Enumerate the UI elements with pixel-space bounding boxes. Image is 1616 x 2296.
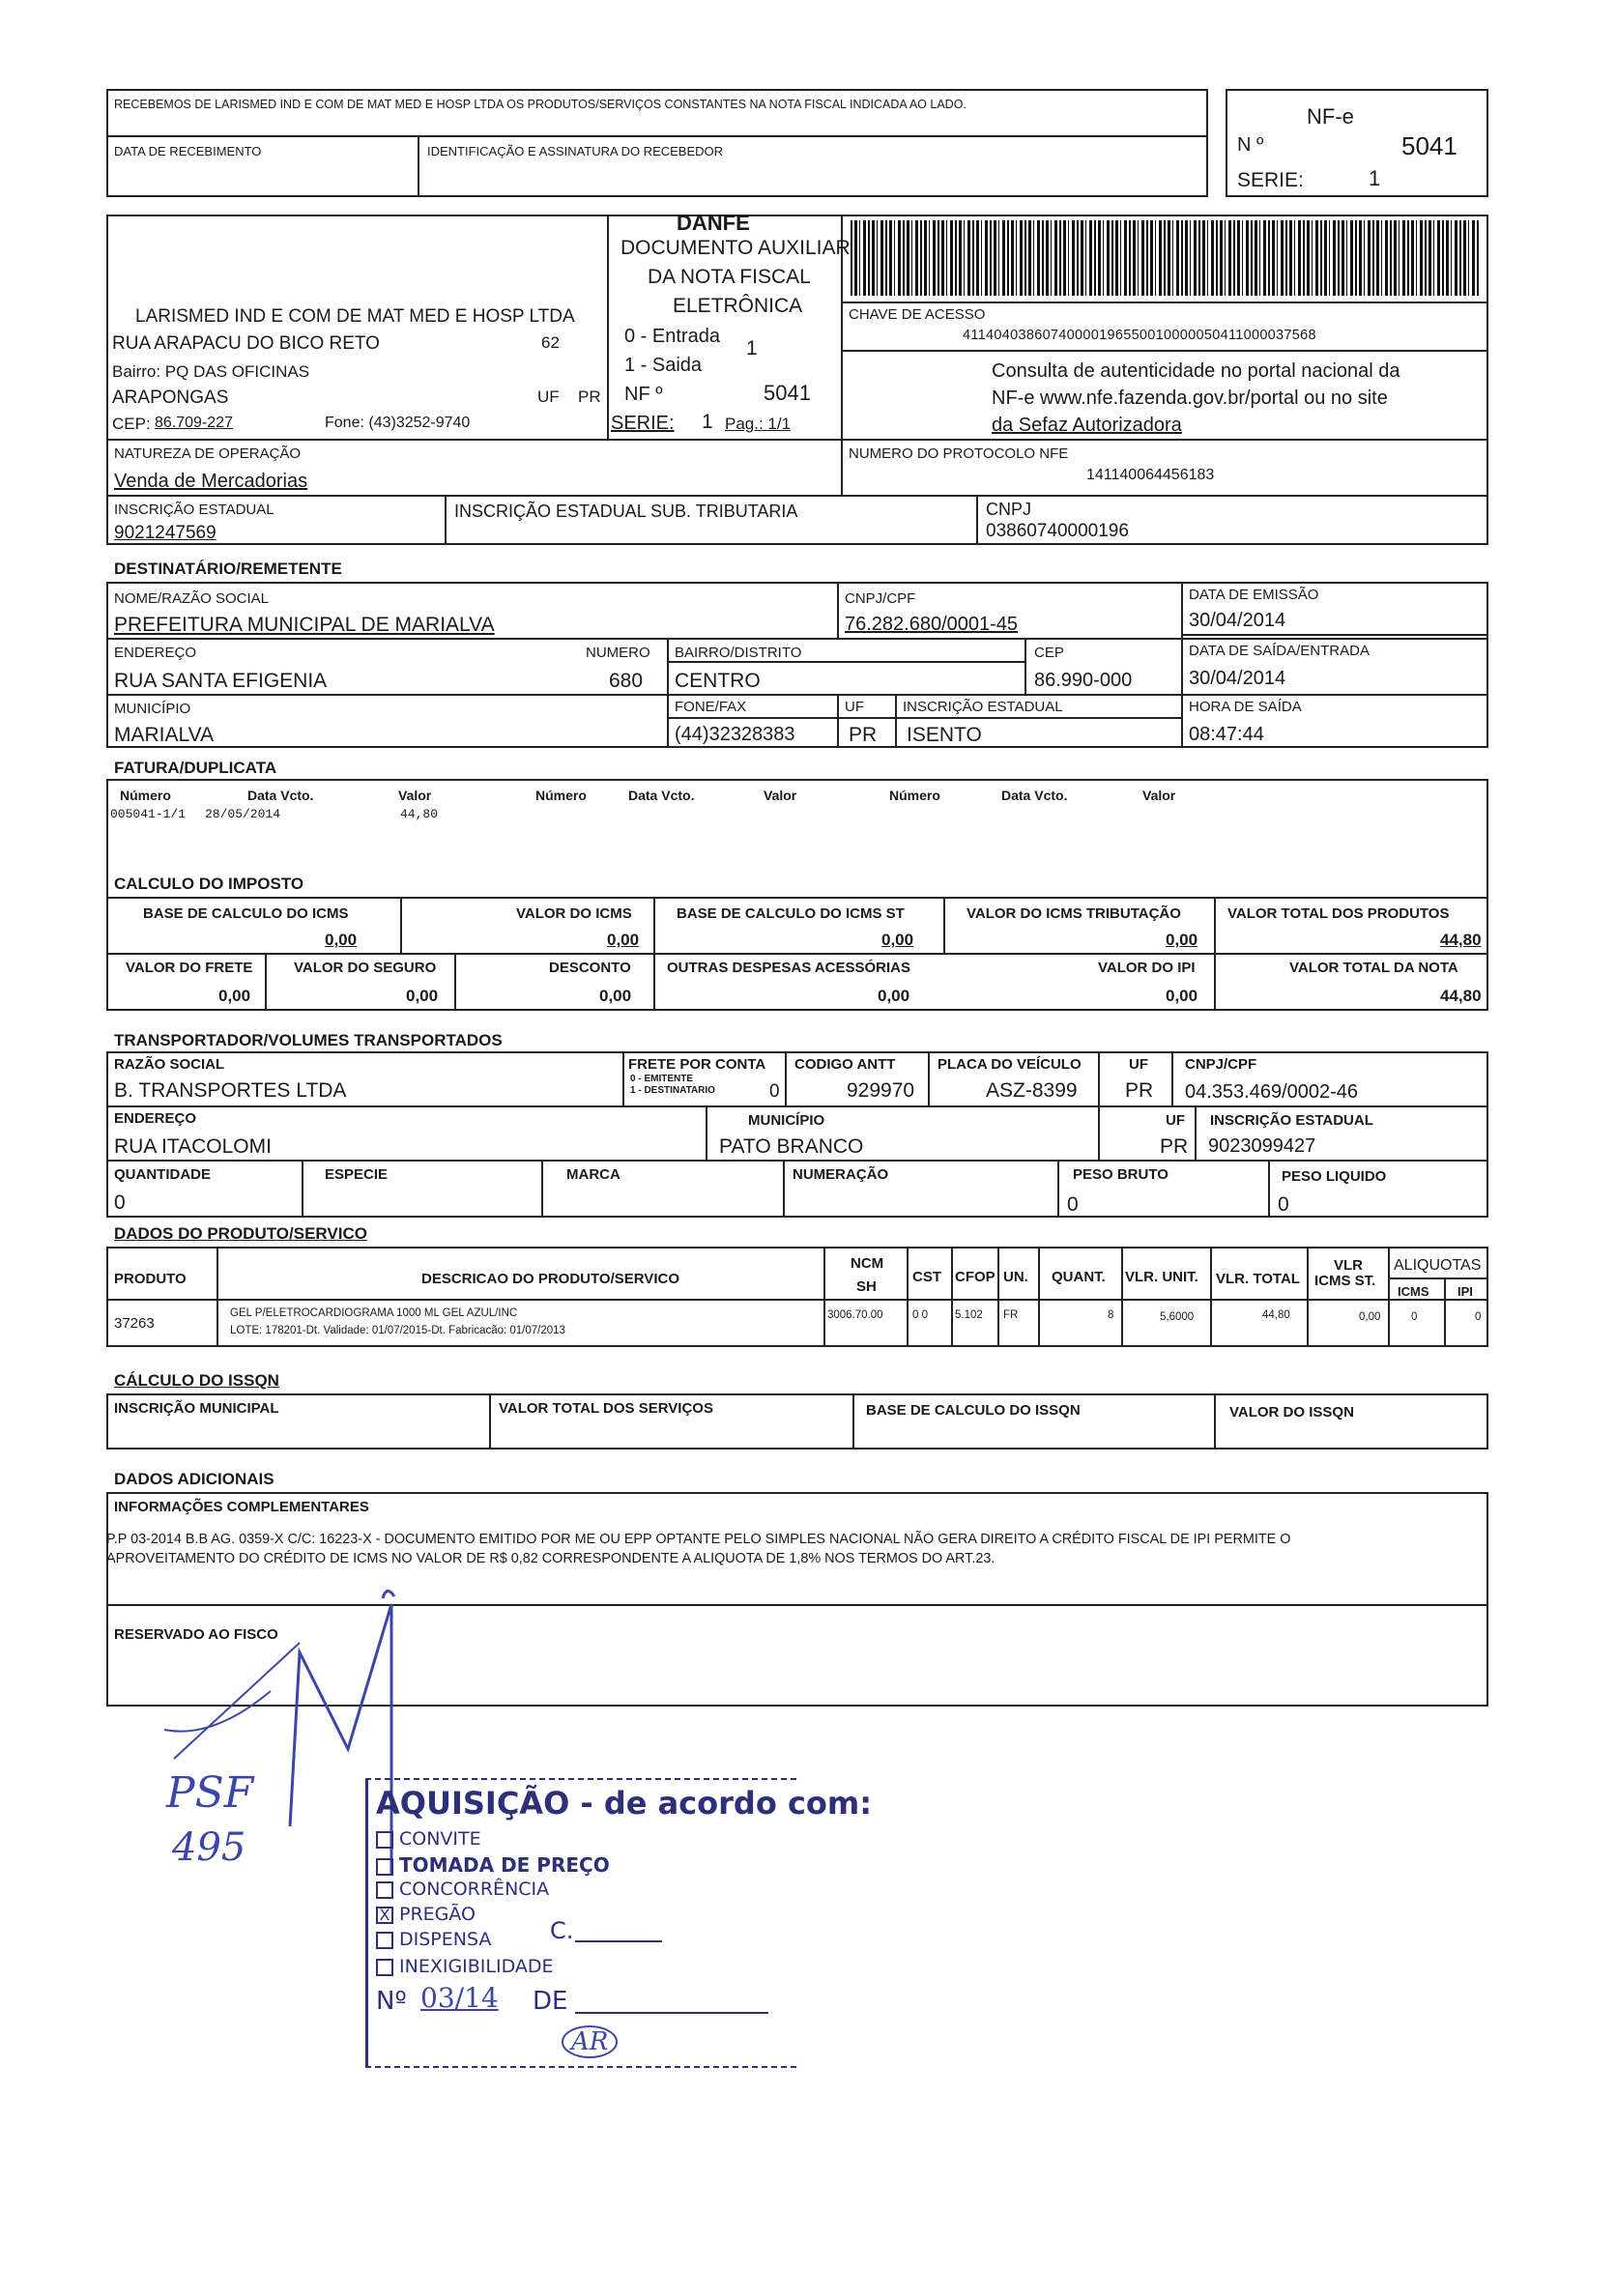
aliq-line (1388, 1277, 1488, 1279)
pv10 (1388, 1247, 1390, 1347)
stamp-no-label: Nº (376, 1987, 407, 2016)
tr-endereco: RUA ITACOLOMI (114, 1135, 272, 1158)
checkbox-icon (376, 1932, 393, 1949)
dest-uf: PR (849, 724, 878, 746)
stamp-rubrica: AR (562, 2025, 618, 2058)
h-ipi: IPI (1457, 1284, 1473, 1299)
pv6 (1038, 1247, 1040, 1347)
tr-municipio: PATO BRANCO (719, 1135, 864, 1158)
tr-marca-label: MARCA (566, 1166, 620, 1183)
adic-info-label: INFORMAÇÕES COMPLEMENTARES (114, 1499, 369, 1515)
danfe-linha3: ELETRÔNICA (673, 295, 803, 317)
natureza-vline (841, 439, 843, 495)
h-aliq: ALIQUOTAS (1394, 1257, 1482, 1274)
canhoto-numero-label: N º (1237, 134, 1264, 156)
fatura-box (106, 779, 1488, 899)
tr-antt-label: CODIGO ANTT (794, 1056, 896, 1073)
fatura-numero: 005041-1/1 (110, 807, 187, 821)
tr-endereco-label: ENDEREÇO (114, 1110, 197, 1127)
danfe-saida: 1 - Saida (624, 355, 703, 376)
dest-bairro-line (667, 661, 1024, 663)
h-ncm: NCM (851, 1255, 884, 1272)
imp-v4 (1214, 897, 1216, 1011)
handwritten-psf: PSF (166, 1768, 254, 1818)
fatura-titulo: FATURA/DUPLICATA (114, 759, 277, 777)
dest-hora-label: HORA DE SAÍDA (1189, 699, 1302, 715)
imp-v2 (653, 897, 655, 1011)
tr-v-mun (706, 1105, 707, 1160)
dest-v-ie (895, 694, 897, 748)
item-desc2: LOTE: 178201-Dt. Validade: 01/07/2015-Dt. Fabricacão: 01/07/2013 (230, 1325, 565, 1336)
ie-label: INSCRIÇÃO ESTADUAL (114, 502, 274, 518)
dest-fone-line (667, 717, 1181, 719)
stamp-opt-convite (376, 1830, 481, 1849)
dest-fone-label: FONE/FAX (675, 699, 747, 715)
fatura-valor-label: Valor (398, 788, 432, 803)
emitente-vline (607, 215, 609, 439)
dest-bairro-label: BAIRRO/DISTRITO (675, 645, 802, 661)
protocolo-label: NUMERO DO PROTOCOLO NFE (849, 445, 1069, 462)
canhoto-vdivider (418, 135, 419, 197)
danfe-nf: 5041 (764, 381, 811, 405)
dest-municipio-label: MUNICÍPIO (114, 701, 191, 717)
emitente-uf-label: UF (537, 387, 560, 406)
cnpj-emit-label: CNPJ (986, 500, 1032, 519)
dest-ie: ISENTO (907, 724, 982, 746)
tr-ie-label: INSCRIÇÃO ESTADUAL (1210, 1112, 1373, 1129)
dest-nome-label: NOME/RAZÃO SOCIAL (114, 590, 270, 607)
imp-outras: 0,00 (878, 987, 910, 1005)
dest-bairro: CENTRO (675, 670, 761, 692)
ie-st-label: INSCRIÇÃO ESTADUAL SUB. TRIBUTARIA (454, 502, 798, 521)
canhoto-data-label: DATA DE RECEBIMENTO (114, 144, 262, 158)
dest-endereco: RUA SANTA EFIGENIA (114, 670, 328, 692)
chave-top-line (841, 301, 1488, 303)
tr-municipio-label: MUNICÍPIO (748, 1112, 825, 1129)
dest-cnpj-label: CNPJ/CPF (845, 590, 916, 607)
tr-cnpj: 04.353.469/0002-46 (1185, 1081, 1359, 1103)
tr-frete-op0: 0 - EMITENTE (630, 1074, 694, 1084)
item-ipi: 0 (1475, 1311, 1482, 1323)
fatura-vcto-label: Data Vcto. (247, 788, 314, 803)
tr-uf: PR (1125, 1079, 1154, 1102)
item-ncm: 3006.70.00 (827, 1309, 883, 1321)
imp-base-icms: 0,00 (325, 931, 358, 949)
tr-especie-label: ESPECIE (325, 1166, 389, 1183)
dest-fone: (44)32328383 (675, 724, 795, 745)
h-vlr: VLR (1334, 1257, 1363, 1274)
stamp-opt-tomada (376, 1855, 610, 1876)
imp-total-prod-label: VALOR TOTAL DOS PRODUTOS (1227, 905, 1450, 922)
tr-peso-liq-label: PESO LIQUIDO (1282, 1168, 1387, 1185)
imp-base-icms-label: BASE DE CALCULO DO ICMS (143, 905, 349, 922)
dest-numero: 680 (609, 670, 644, 692)
chave-valor: 41140403860740000196550010000050411000037568 (963, 328, 1316, 343)
dest-line2 (106, 694, 1488, 696)
h-vtotal: VLR. TOTAL (1216, 1271, 1300, 1287)
h-un: UN. (1003, 1269, 1028, 1285)
item-icms: 0 (1411, 1311, 1418, 1323)
canhoto-serie: 1 (1369, 166, 1381, 190)
chave-consulta1: Consulta de autenticidade no portal nacional da (992, 360, 1400, 382)
item-quant: 8 (1108, 1309, 1114, 1321)
tr-uf2-label: UF (1166, 1112, 1185, 1129)
imp-seguro: 0,00 (406, 987, 439, 1005)
item-desc1: GEL P/ELETROCARDIOGRAMA 1000 ML GEL AZUL/INC (230, 1307, 518, 1319)
issqn-box (106, 1393, 1488, 1449)
dest-v-cnpj (837, 582, 839, 638)
tr-v-ie (1195, 1105, 1197, 1160)
pv2 (823, 1247, 825, 1347)
dest-line1 (106, 638, 1488, 640)
stamp-opt-label: CONVITE (399, 1828, 481, 1850)
dest-saida-label: DATA DE SAÍDA/ENTRADA (1189, 643, 1370, 659)
imp-base-st-label: BASE DE CALCULO DO ICMS ST (677, 905, 905, 922)
barcode (851, 220, 1479, 296)
ie-line (106, 495, 1488, 497)
canhoto-serie-label: SERIE: (1237, 169, 1304, 191)
adic-titulo: DADOS ADICIONAIS (114, 1470, 274, 1488)
emitente-cep: 86.709-227 (155, 415, 233, 431)
ie-vline1 (445, 495, 447, 545)
h-icms: ICMS (1398, 1284, 1429, 1299)
transp-line2 (106, 1160, 1488, 1162)
stamp-c-line (575, 1940, 662, 1942)
h-cfop: CFOP (955, 1269, 996, 1285)
imp-seguro-label: VALOR DO SEGURO (294, 960, 437, 976)
imp-desconto-label: DESCONTO (549, 960, 631, 976)
fatura-numero-label2: Número (535, 788, 587, 803)
destinatario-box (106, 582, 1488, 748)
dest-hora: 08:47:44 (1189, 724, 1264, 745)
tr-frete-op1: 1 - DESTINATARIO (630, 1085, 715, 1096)
stamp-titulo: AQUISIÇÃO - de acordo com: (376, 1785, 873, 1822)
tr-frete-label: FRETE POR CONTA (628, 1056, 766, 1073)
fatura-numero-label3: Número (889, 788, 940, 803)
ie-vline2 (976, 495, 978, 545)
chave-consulta3: da Sefaz Autorizadora (992, 415, 1182, 436)
h-descricao: DESCRICAO DO PRODUTO/SERVICO (421, 1271, 679, 1287)
emitente-nome: LARISMED IND E COM DE MAT MED E HOSP LTDA (135, 306, 575, 327)
imp-desconto: 0,00 (599, 987, 632, 1005)
pv5 (997, 1247, 999, 1347)
danfe-nf-label: NF º (624, 384, 663, 405)
tr-v-uf (1098, 1051, 1100, 1160)
stamp-de-label: DE (533, 1987, 568, 2016)
dest-ie-label: INSCRIÇÃO ESTADUAL (903, 699, 1063, 715)
fatura-valor-label2: Valor (764, 788, 797, 803)
ie-valor: 9021247569 (114, 523, 216, 543)
iss-v1 (489, 1393, 491, 1449)
danfe-linha2: DA NOTA FISCAL (648, 266, 811, 288)
tr-v-cnpj (1171, 1051, 1173, 1105)
imposto-titulo: CALCULO DO IMPOSTO (114, 875, 304, 893)
tr-placa: ASZ-8399 (986, 1079, 1078, 1102)
dest-uf-label: UF (845, 699, 864, 715)
stamp-de-line (575, 2012, 768, 2014)
imp-ipi: 0,00 (1166, 987, 1198, 1005)
emitente-bairro: Bairro: PQ DAS OFICINAS (112, 362, 310, 381)
tr-v-placa (928, 1051, 930, 1105)
item-vtotal: 44,80 (1262, 1309, 1290, 1321)
emitente-uf: PR (578, 387, 601, 406)
imp-v6 (454, 953, 456, 1011)
transp-line1 (106, 1105, 1488, 1107)
canhoto-nfe-title: NF-e (1307, 104, 1354, 129)
stamp-opt-concorrencia (376, 1880, 549, 1899)
tr-cnpj-label: CNPJ/CPF (1185, 1056, 1257, 1073)
tr-v-pb (1057, 1160, 1059, 1218)
imp-total-nota-label: VALOR TOTAL DA NOTA (1289, 960, 1458, 976)
fatura-numero-label: Número (120, 788, 171, 803)
canhoto-ident-label: IDENTIFICAÇÃO E ASSINATURA DO RECEBEDOR (427, 144, 724, 158)
emitente-fone: Fone: (43)3252-9740 (325, 415, 471, 431)
emitente-cidade: ARAPONGAS (112, 387, 229, 408)
h-icmsst: ICMS ST. (1314, 1273, 1376, 1289)
checkbox-icon (376, 1881, 393, 1899)
dest-municipio: MARIALVA (114, 724, 215, 746)
tr-v-antt (785, 1051, 787, 1105)
tr-qtd-label: QUANTIDADE (114, 1166, 211, 1183)
dest-v-bairro (667, 638, 669, 748)
pv8 (1210, 1247, 1212, 1347)
dest-numero-label: NUMERO (586, 645, 650, 661)
imposto-mid (106, 953, 1488, 955)
adic-info1: P.P 03-2014 B.B AG. 0359-X C/C: 16223-X - DOCUMENTO EMITIDO POR ME OU EPP OPTANTE PELO SIMPLES NACIONAL NÃO GERA DIREITO A CRÉDITO FISCAL DE IPI PERMITE O (106, 1532, 1291, 1547)
imp-ipi-label: VALOR DO IPI (1098, 960, 1196, 976)
tr-peso-liq: 0 (1278, 1193, 1289, 1216)
tr-uf2: PR (1160, 1135, 1189, 1158)
imp-valor-trib: 0,00 (1166, 931, 1198, 949)
emitente-endereco: RUA ARAPACU DO BICO RETO (112, 333, 380, 354)
prod-titulo: DADOS DO PRODUTO/SERVICO (114, 1224, 367, 1243)
item-vunit: 5,6000 (1160, 1311, 1195, 1323)
natureza-label: NATUREZA DE OPERAÇÃO (114, 445, 302, 462)
stamp-opt-label: TOMADA DE PREÇO (399, 1853, 610, 1877)
fatura-valor-label3: Valor (1142, 788, 1176, 803)
item-cst: 0 0 (912, 1309, 928, 1321)
iss-v2 (852, 1393, 854, 1449)
dest-saida: 30/04/2014 (1189, 668, 1286, 689)
danfe-linha1: DOCUMENTO AUXILIAR (620, 237, 851, 259)
canhoto-divider (106, 135, 1208, 137)
imp-valor-trib-label: VALOR DO ICMS TRIBUTAÇÃO (967, 905, 1181, 922)
iss-valor-label: VALOR DO ISSQN (1229, 1404, 1354, 1421)
tr-v-pl (1268, 1160, 1270, 1218)
tr-antt: 929970 (847, 1079, 915, 1102)
stamp (365, 1778, 873, 2068)
iss-servicos-label: VALOR TOTAL DOS SERVIÇOS (499, 1400, 713, 1417)
cnpj-emit-valor: 03860740000196 (986, 521, 1129, 541)
stamp-opt-label: INEXIGIBILIDADE (399, 1956, 554, 1977)
tr-ie: 9023099427 (1208, 1135, 1316, 1157)
stamp-opt-label: DISPENSA (399, 1929, 492, 1950)
canhoto-numero: 5041 (1401, 131, 1457, 160)
protocolo-valor: 141140064456183 (1086, 467, 1215, 483)
iss-insc-label: INSCRIÇÃO MUNICIPAL (114, 1400, 279, 1417)
dest-cnpj: 76.282.680/0001-45 (845, 614, 1019, 635)
dest-emissao-line (1181, 634, 1488, 636)
danfe-serie-label: SERIE: (611, 413, 675, 434)
adic-info2: APROVEITAMENTO DO CRÉDITO DE ICMS NO VALOR DE R$ 0,82 CORRESPONDENTE A ALIQUOTA DE 1,8% NOS TERMOS DO ART.23. (106, 1551, 996, 1566)
danfe-serie: 1 (702, 411, 713, 433)
imp-base-st: 0,00 (881, 931, 914, 949)
checkbox-icon (376, 1959, 393, 1976)
h-vunit: VLR. UNIT. (1125, 1269, 1198, 1285)
stamp-no-valor: 03/14 (420, 1982, 499, 2014)
dest-v-uf (837, 694, 839, 748)
adic-fisco-label: RESERVADO AO FISCO (114, 1626, 278, 1643)
iss-base-label: BASE DE CALCULO DO ISSQN (866, 1402, 1081, 1419)
dest-v-datas (1181, 582, 1183, 748)
issqn-titulo: CÁLCULO DO ISSQN (114, 1371, 279, 1390)
imp-total-nota: 44,80 (1440, 987, 1482, 1005)
natureza-line (106, 439, 1488, 441)
check-mark: X (379, 1905, 390, 1924)
h-produto: PRODUTO (114, 1271, 187, 1287)
danfe-titulo: DANFE (677, 211, 750, 235)
prod-header-line (106, 1299, 1488, 1301)
imp-total-prod: 44,80 (1440, 931, 1482, 949)
dest-cep: 86.990-000 (1034, 670, 1133, 691)
canhoto-declaracao: RECEBEMOS DE LARISMED IND E COM DE MAT MED E HOSP LTDA OS PRODUTOS/SERVIÇOS CONSTANTES NA NOTA FISCAL INDICADA AO LADO. (114, 98, 967, 111)
pv1 (216, 1247, 218, 1347)
checkbox-icon (376, 1831, 393, 1849)
tr-v-marca (541, 1160, 543, 1218)
stamp-opt-label: PREGÃO (399, 1904, 476, 1925)
item-cfop: 5.102 (955, 1309, 983, 1321)
emitente-numero: 62 (541, 333, 560, 352)
dest-emissao-label: DATA DE EMISSÃO (1189, 587, 1319, 603)
tr-numeracao-label: NUMERAÇÃO (793, 1166, 889, 1183)
item-icmsst: 0,00 (1359, 1311, 1381, 1323)
checked-box-icon (376, 1907, 393, 1924)
pv7 (1121, 1247, 1123, 1347)
stamp-opt-pregao (376, 1906, 476, 1924)
chave-consulta2: NF-e www.nfe.fazenda.gov.br/portal ou no site (992, 387, 1388, 409)
iss-v3 (1214, 1393, 1216, 1449)
danfe-tipo: 1 (746, 337, 758, 359)
pv4 (951, 1247, 953, 1347)
handwritten-number: 495 (172, 1825, 246, 1870)
tr-razao: B. TRANSPORTES LTDA (114, 1079, 347, 1102)
dest-endereco-label: ENDEREÇO (114, 645, 197, 661)
imp-outras-label: OUTRAS DESPESAS ACESSÓRIAS (667, 960, 910, 976)
pv3 (907, 1247, 909, 1347)
dest-nome: PREFEITURA MUNICIPAL DE MARIALVA (114, 614, 495, 636)
item-codigo: 37263 (114, 1315, 155, 1332)
fatura-vcto: 28/05/2014 (205, 807, 281, 821)
fatura-valor: 44,80 (400, 807, 439, 821)
checkbox-icon (376, 1858, 393, 1876)
tr-qtd: 0 (114, 1191, 126, 1214)
emitente-cep-label: CEP: (112, 415, 151, 433)
tr-peso-bruto: 0 (1067, 1193, 1079, 1216)
imp-valor-icms-label: VALOR DO ICMS (516, 905, 632, 922)
h-quant: QUANT. (1052, 1269, 1106, 1285)
fatura-vcto-label3: Data Vcto. (1001, 788, 1068, 803)
h-cst: CST (912, 1269, 941, 1285)
tr-frete: 0 (769, 1081, 780, 1102)
tr-peso-bruto-label: PESO BRUTO (1073, 1166, 1169, 1183)
danfe-pag: Pag.: 1/1 (725, 415, 792, 433)
stamp-opt-dispensa (376, 1931, 491, 1949)
imp-v1 (400, 897, 402, 953)
imp-valor-icms: 0,00 (607, 931, 640, 949)
imp-frete-label: VALOR DO FRETE (126, 960, 253, 976)
dest-v-cep (1024, 638, 1026, 694)
tr-razao-label: RAZÃO SOCIAL (114, 1056, 225, 1073)
item-un: FR (1003, 1309, 1019, 1321)
tr-v-frete (622, 1051, 624, 1105)
natureza-valor: Venda de Mercadorias (114, 471, 308, 492)
imp-frete: 0,00 (218, 987, 251, 1005)
stamp-opt-inexig (376, 1958, 554, 1976)
chave-label: CHAVE DE ACESSO (849, 306, 986, 323)
h-sh: SH (856, 1278, 877, 1295)
tr-placa-label: PLACA DO VEÍCULO (938, 1056, 1082, 1073)
destinatario-titulo: DESTINATÁRIO/REMETENTE (114, 560, 342, 578)
pv9 (1307, 1247, 1309, 1347)
danfe-entrada: 0 - Entrada (624, 326, 720, 347)
tr-v-esp (302, 1160, 303, 1218)
imp-v3 (943, 897, 945, 953)
pv11 (1444, 1279, 1446, 1347)
transp-titulo: TRANSPORTADOR/VOLUMES TRANSPORTADOS (114, 1031, 503, 1049)
dest-emissao: 30/04/2014 (1189, 610, 1286, 631)
tr-uf-label: UF (1129, 1056, 1148, 1073)
fatura-vcto-label2: Data Vcto. (628, 788, 695, 803)
tr-v-num (783, 1160, 785, 1218)
imp-v5 (265, 953, 267, 1011)
stamp-opt-label: CONCORRÊNCIA (399, 1879, 550, 1900)
dest-cep-label: CEP (1034, 645, 1064, 661)
chave-mid-line (841, 350, 1488, 352)
stamp-c-label: C. (550, 1917, 574, 1944)
